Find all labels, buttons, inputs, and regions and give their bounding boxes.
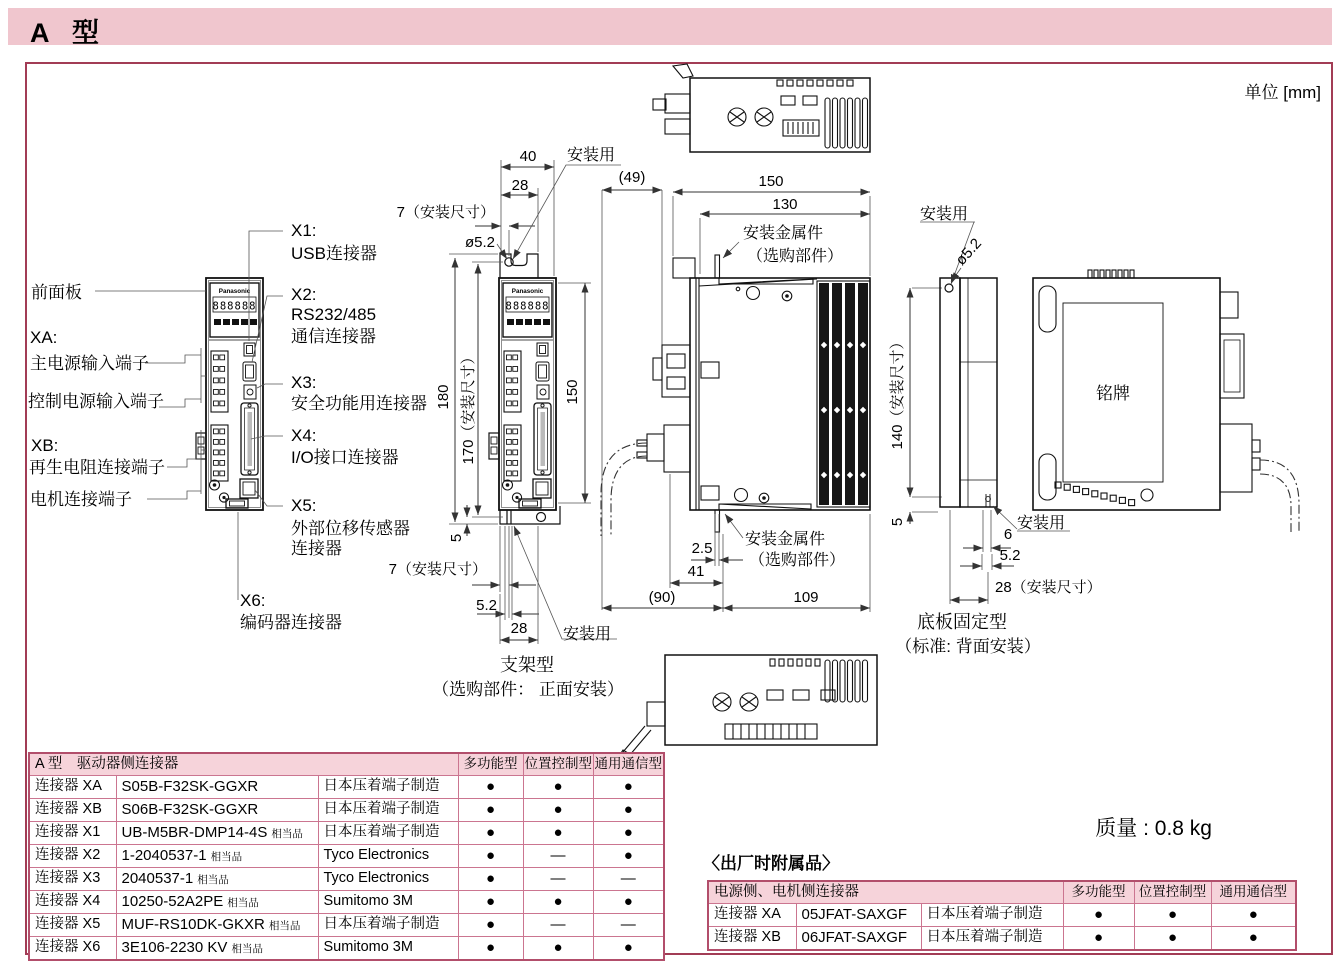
connector-model: MUF-RS10DK-GKXR <box>121 915 265 933</box>
callout-x2-desc2: 通信连接器 <box>291 327 376 346</box>
mark-cell: ● <box>523 891 593 914</box>
dim-109: 109 <box>793 589 819 606</box>
dim-130: 130 <box>772 196 798 213</box>
unit-note: 单位 [mm] <box>1244 83 1321 102</box>
label-nameplate: 铭牌 <box>1096 384 1130 403</box>
mark-cell: ● <box>458 891 523 914</box>
connector-maker: 日本压着端子制造 <box>318 799 458 822</box>
label-fitting-bottom-1: 安装金属件 <box>745 531 826 548</box>
callout-x4-desc: I/O接口连接器 <box>291 448 399 467</box>
label-bracket-type: 支架型 <box>500 655 554 675</box>
col-position-control: 位置控制型 <box>523 753 593 776</box>
callout-x3: X3: <box>291 373 317 392</box>
label-base-note: （标准: 背面安装） <box>895 637 1041 656</box>
label-fitting-bottom-2: （选购部件） <box>749 552 846 569</box>
dim-49: (49) <box>618 169 646 186</box>
mark-cell: ● <box>523 937 593 961</box>
label-bracket-note: （选购部件： 正面安装） <box>432 680 624 699</box>
label-mount-rear-top: 安装用 <box>920 206 969 223</box>
connector-name: 连接器 X3 <box>29 868 116 891</box>
mark-cell: ● <box>458 914 523 937</box>
dim-dia52-rear: ø5.2 <box>952 235 986 269</box>
mark-cell: — <box>523 845 593 868</box>
label-mount-rear-bottom: 安装用 <box>1017 515 1066 532</box>
dim-5-rear: 5 <box>889 517 906 527</box>
table-header-row <box>29 753 664 776</box>
table-row <box>29 845 664 868</box>
mark-cell: — <box>593 868 664 891</box>
dim-5-front: 5 <box>448 533 465 543</box>
table-row <box>708 927 1296 951</box>
connector-maker: Tyco Electronics <box>318 845 458 868</box>
mark-cell: ● <box>458 776 523 799</box>
col-multifunction: 多功能型 <box>458 753 523 776</box>
connector-model: UB-M5BR-DMP14-4S <box>121 823 268 841</box>
connector-model: 2040537-1 <box>121 869 194 887</box>
mark-cell: ● <box>458 937 523 961</box>
mark-cell: ● <box>1211 927 1296 951</box>
callout-xb-regen: 再生电阻连接端子 <box>29 458 165 477</box>
label-fitting-top-2: （选购部件） <box>747 248 844 265</box>
connector-model: S06B-F32SK-GGXR <box>121 800 259 818</box>
connector-maker: Sumitomo 3M <box>318 891 458 914</box>
connector-maker: 日本压着端子制造 <box>921 904 1063 927</box>
connector-maker: 日本压着端子制造 <box>921 927 1063 951</box>
mark-cell: ● <box>523 799 593 822</box>
mark-cell: ● <box>1063 904 1134 927</box>
connector-maker: 日本压着端子制造 <box>318 776 458 799</box>
col-position-control: 位置控制型 <box>1134 881 1211 904</box>
model-suffix: 相当品 <box>271 827 303 840</box>
mark-cell: ● <box>458 822 523 845</box>
model-suffix: 相当品 <box>268 919 301 932</box>
dim-28-bottom: 28 <box>510 620 528 637</box>
dim-dia52-top: ø5.2 <box>464 234 495 251</box>
col-general-comm: 通用通信型 <box>1211 881 1296 904</box>
callout-x2-desc1: RS232/485 <box>291 305 377 324</box>
connector-model: 06JFAT-SAXGF <box>801 928 908 946</box>
label-mount-top: 安装用 <box>567 147 616 164</box>
connector-model: 3E106-2230 KV <box>121 938 228 956</box>
callout-x5-desc1: 外部位移传感器 <box>291 519 410 538</box>
connector-model: 1-2040537-1 <box>121 846 207 864</box>
table-row <box>29 937 664 961</box>
connector-maker: 日本压着端子制造 <box>318 822 458 845</box>
mark-cell: ● <box>523 776 593 799</box>
accessories-heading: 〈出厂时附属品〉 <box>703 854 839 873</box>
dim-25: 2.5 <box>691 540 713 557</box>
dim-90: (90) <box>648 589 676 606</box>
connector-model: 05JFAT-SAXGF <box>801 905 908 923</box>
mark-cell: ● <box>1134 927 1211 951</box>
table-header-row <box>708 881 1296 904</box>
driver-side-connector-table <box>28 752 665 961</box>
callout-x2: X2: <box>291 285 317 304</box>
model-suffix: 相当品 <box>210 850 243 863</box>
dim-7-bottom: 7（安装尺寸） <box>388 561 487 578</box>
mark-cell: ● <box>593 845 664 868</box>
table-title: 电源侧、电机侧连接器 <box>708 881 1063 904</box>
table-title: A 型 驱动器侧连接器 <box>29 753 458 776</box>
table-row <box>29 868 664 891</box>
callout-x4: X4: <box>291 426 317 445</box>
dim-170: 170（安装尺寸） <box>460 349 477 465</box>
callout-x3-desc: 安全功能用连接器 <box>291 394 427 413</box>
callout-xa-main: 主电源输入端子 <box>30 354 149 373</box>
table-row <box>29 776 664 799</box>
label-mount-bottom: 安装用 <box>563 626 612 643</box>
connector-name: 连接器 XB <box>708 927 796 951</box>
model-suffix: 相当品 <box>227 896 259 909</box>
dim-41: 41 <box>687 563 705 580</box>
label-base-type: 底板固定型 <box>917 612 1007 632</box>
connector-name: 连接器 XB <box>29 799 116 822</box>
dim-180: 180 <box>435 384 452 410</box>
dim-140: 140（安装尺寸） <box>889 334 906 450</box>
dim-150-front: 150 <box>564 379 581 405</box>
col-multifunction: 多功能型 <box>1063 881 1134 904</box>
mark-cell: — <box>523 914 593 937</box>
dim-28-rear: 28（安装尺寸） <box>995 579 1102 596</box>
mark-cell: ● <box>593 891 664 914</box>
model-suffix: 相当品 <box>231 942 263 955</box>
connector-model: S05B-F32SK-GGXR <box>121 777 259 795</box>
mark-cell: ● <box>593 937 664 961</box>
connector-maker: Sumitomo 3M <box>318 937 458 961</box>
connector-name: 连接器 X5 <box>29 914 116 937</box>
connector-name: 连接器 X1 <box>29 822 116 845</box>
label-fitting-top-1: 安装金属件 <box>743 225 824 242</box>
connector-maker: 日本压着端子制造 <box>318 914 458 937</box>
accessory-connector-table <box>707 880 1297 951</box>
callout-x6: X6: <box>240 591 266 610</box>
connector-name: 连接器 XA <box>708 904 796 927</box>
callout-xa-ctrl: 控制电源输入端子 <box>28 392 164 411</box>
table-row <box>29 914 664 937</box>
callout-motor: 电机连接端子 <box>30 490 132 509</box>
connector-name: 连接器 X2 <box>29 845 116 868</box>
connector-maker: Tyco Electronics <box>318 868 458 891</box>
callout-x1-desc: USB连接器 <box>291 244 377 263</box>
connector-name: 连接器 XA <box>29 776 116 799</box>
mark-cell: ● <box>523 822 593 845</box>
page-title-bar <box>8 8 1332 48</box>
mark-cell: — <box>593 914 664 937</box>
mark-cell: ● <box>458 845 523 868</box>
mark-cell: ● <box>1211 904 1296 927</box>
dim-150-side: 150 <box>758 173 784 190</box>
callout-xa: XA: <box>30 328 58 347</box>
mark-cell: — <box>523 868 593 891</box>
callout-front-panel: 前面板 <box>31 283 82 302</box>
table-row <box>29 799 664 822</box>
mark-cell: ● <box>458 868 523 891</box>
dim-52-bottom: 5.2 <box>476 597 497 614</box>
table-row <box>29 891 664 914</box>
table-row <box>29 822 664 845</box>
col-general-comm: 通用通信型 <box>593 753 664 776</box>
callout-x6-desc: 编码器连接器 <box>240 613 342 632</box>
page-title: A 型 <box>30 18 99 48</box>
callout-x5-desc2: 连接器 <box>291 539 342 558</box>
dim-52-rear: 5.2 <box>999 547 1021 564</box>
callout-x5: X5: <box>291 496 317 515</box>
dim-28-top: 28 <box>511 177 529 194</box>
mark-cell: ● <box>458 799 523 822</box>
dim-40: 40 <box>519 148 537 165</box>
dim-7-top: 7（安装尺寸） <box>396 204 495 221</box>
connector-model: 10250-52A2PE <box>121 892 224 910</box>
callout-xb: XB: <box>31 436 59 455</box>
dim-6: 6 <box>1003 526 1013 543</box>
mark-cell: ● <box>593 822 664 845</box>
table-row <box>708 904 1296 927</box>
mass-label: 质量 : 0.8 kg <box>1095 817 1212 840</box>
mark-cell: ● <box>1134 904 1211 927</box>
model-suffix: 相当品 <box>197 873 229 886</box>
mark-cell: ● <box>593 799 664 822</box>
mark-cell: ● <box>593 776 664 799</box>
connector-name: 连接器 X4 <box>29 891 116 914</box>
connector-name: 连接器 X6 <box>29 937 116 961</box>
mark-cell: ● <box>1063 927 1134 951</box>
callout-x1: X1: <box>291 221 317 240</box>
